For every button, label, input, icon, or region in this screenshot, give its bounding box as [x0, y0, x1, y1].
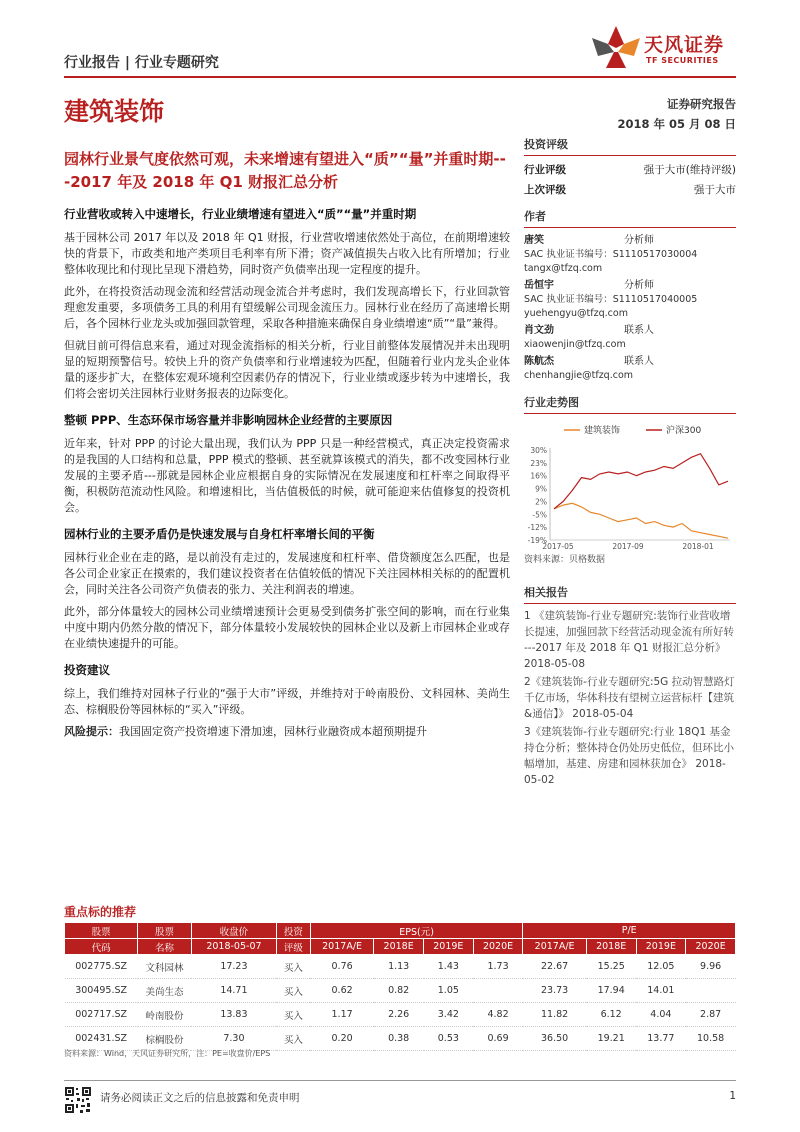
- table-cell: 0.20: [310, 1027, 373, 1051]
- stock-table: [64, 922, 736, 1051]
- table-cell: [686, 979, 736, 1003]
- table-cell: 买入: [276, 1027, 310, 1051]
- table-source: 资料来源：Wind，天风证券研究所，注：PE=收盘价/EPS: [64, 1049, 271, 1058]
- authors-panel: [524, 208, 736, 383]
- table-cell: 11.82: [523, 1003, 586, 1027]
- section-heading: 整顿 PPP、生态环保市场容量并非影响园林企业经营的主要原因: [64, 413, 393, 427]
- author-role: 分析师: [624, 235, 654, 246]
- trend-heading: 行业走势图: [524, 394, 736, 414]
- tf-logo-icon: [590, 22, 642, 72]
- col-header: 2018E: [586, 939, 636, 955]
- related-report-link[interactable]: 1 《建筑装饰-行业专题研究:装饰行业营收增长提速，加强回款下经营活动现金流有所好转 ---2017 年及 2018 年 Q1 财报汇总分析》 2018-05-08: [524, 610, 734, 670]
- col-header: 收盘价: [191, 923, 276, 939]
- author-email[interactable]: yuehengyu@tfzq.com: [524, 308, 628, 319]
- series-line: [554, 454, 728, 509]
- table-cell: 2.87: [686, 1003, 736, 1027]
- col-header: 代码: [65, 939, 138, 955]
- y-tick-label: 16%: [530, 471, 547, 481]
- author-role: 分析师: [624, 280, 654, 291]
- table-cell: [473, 979, 523, 1003]
- x-tick-label: 2017-05: [542, 542, 574, 551]
- author-entry: [524, 279, 736, 321]
- table-cell: 文科园林: [138, 955, 192, 979]
- table-cell: 4.82: [473, 1003, 523, 1027]
- report-category: 行业报告 | 行业专题研究: [64, 55, 219, 71]
- author-cert: SAC 执业证书编号：S1110517030004: [524, 249, 698, 260]
- table-cell: 买入: [276, 979, 310, 1003]
- trend-source: 资料来源：贝格数据: [524, 555, 606, 565]
- related-heading: 相关报告: [524, 584, 736, 604]
- trend-chart: [524, 416, 736, 552]
- author-name: 唐笑: [524, 235, 544, 246]
- table-cell: 0.82: [374, 979, 424, 1003]
- table-cell: 002775.SZ: [65, 955, 138, 979]
- paragraph: 基于园林公司 2017 年以及 2018 年 Q1 财报，行业营收增速依然处于高位，在前期增速较快的背景下，市政类和地产类项目毛利率有所下滑；资产减值损失占收入比有所增加；行业整体收现比和付现比呈现下滑趋势，同时资产负债率出现一定程度的提升。: [64, 231, 510, 276]
- qr-code-icon: [64, 1086, 92, 1114]
- table-header-row: [65, 939, 736, 955]
- table-cell: 0.62: [310, 979, 373, 1003]
- col-header: 名称: [138, 939, 192, 955]
- table-cell: 14.71: [191, 979, 276, 1003]
- table-cell: 002717.SZ: [65, 1003, 138, 1027]
- col-header: 2017A/E: [523, 939, 586, 955]
- risk-note: [64, 724, 510, 740]
- table-cell: 22.67: [523, 955, 586, 979]
- col-header: 2017A/E: [310, 939, 373, 955]
- table-cell: 买入: [276, 1003, 310, 1027]
- table-cell: 19.21: [586, 1027, 636, 1051]
- logo-subtext: TF SECURITIES: [646, 56, 719, 65]
- report-date: 2018 年 05 月 08 日: [617, 117, 736, 131]
- trend-panel: [524, 394, 736, 565]
- table-cell: 买入: [276, 955, 310, 979]
- y-tick-label: 30%: [530, 446, 547, 455]
- table-title: 重点标的推荐: [64, 905, 137, 919]
- logo-text: 天风证券: [644, 34, 725, 56]
- col-header: 投资: [276, 923, 310, 939]
- rating-row: [524, 160, 736, 180]
- table-cell: 0.76: [310, 955, 373, 979]
- table-cell: 1.17: [310, 1003, 373, 1027]
- paragraph: 但就目前可得信息来看，通过对现金流指标的相关分析，行业目前整体发展情况并未出现明显的短期预警信号。较快上升的资产负债率和行业增速较为匹配，但随着行业内龙头企业体量的逐步扩大，在整体宏观环境利空因素仍存的情况下，行业业绩或逐步转为中速增长，我们将会密切关注园林行业财务报表的边际变化。: [64, 339, 510, 400]
- table-cell: 0.53: [424, 1027, 474, 1051]
- col-header-eps: EPS(元): [310, 923, 523, 939]
- report-type: 证券研究报告: [667, 97, 736, 111]
- y-tick-label: 9%: [535, 484, 547, 494]
- table-cell: 0.69: [473, 1027, 523, 1051]
- table-cell: 17.23: [191, 955, 276, 979]
- header-divider: [64, 76, 736, 78]
- col-header: 2020E: [473, 939, 523, 955]
- col-header: 2018E: [374, 939, 424, 955]
- section-heading: 园林行业的主要矛盾仍是快速发展与自身杠杆率增长间的平衡: [64, 527, 375, 541]
- table-cell: 3.42: [424, 1003, 474, 1027]
- author-cert: SAC 执业证书编号：S1110517040005: [524, 294, 698, 305]
- table-cell: 2.26: [374, 1003, 424, 1027]
- author-entry: [524, 234, 736, 276]
- table-cell: 002431.SZ: [65, 1027, 138, 1051]
- col-header: 2019E: [424, 939, 474, 955]
- author-name: 岳恒宇: [524, 280, 554, 291]
- paragraph: 此外，在将投资活动现金流和经营活动现金流合并考虑时，我们发现高增长下，行业回款管理愈发重要，多项债务工具的利用有望缓解公司现金流压力。园林行业在经历了高速增长期后，各个园林行业龙头或加强回款管理，采取各种措施来确保自身业绩增速“质”“量”兼得。: [64, 285, 510, 330]
- table-cell: 23.73: [523, 979, 586, 1003]
- table-cell: 13.83: [191, 1003, 276, 1027]
- table-cell: 1.05: [424, 979, 474, 1003]
- author-role: 联系人: [624, 356, 654, 367]
- section-heading: 行业营收或转入中速增长，行业业绩增速有望进入“质”“量”并重时期: [64, 207, 417, 221]
- table-cell: 14.01: [636, 979, 686, 1003]
- col-header: 2020E: [686, 939, 736, 955]
- x-tick-label: 2018-01: [682, 542, 714, 551]
- paragraph: 近年来，针对 PPP 的讨论大量出现，我们认为 PPP 只是一种经营模式，真正决定投资需求的是我国的人口结构和总量，PPP 模式的整顿、甚至就算该模式的消失，都不改变园林行业发展的主要矛盾---那就是园林企业应根据自身的实际情况在发展速度和杠杆率之间取得平衡，积极防范流动性风险。和增速相比，当估值极低的时候，就可能迎来估值修复的投资机会。: [64, 437, 510, 514]
- col-header-pe: P/E: [523, 923, 736, 939]
- paragraph: 此外，部分体量较大的园林公司业绩增速预计会更易受到债务扩张空间的影响，而在行业集中度中期内仍然分散的情况下，部分体量较小发展较快的园林企业以及新上市园林企业或存在业绩快速提升的可能。: [64, 605, 510, 650]
- table-cell: 300495.SZ: [65, 979, 138, 1003]
- table-cell: 17.94: [586, 979, 636, 1003]
- rating-key: 上次评级: [524, 184, 566, 196]
- table-cell: 9.96: [686, 955, 736, 979]
- table-cell: 15.25: [586, 955, 636, 979]
- table-cell: 13.77: [636, 1027, 686, 1051]
- y-tick-label: -19%: [527, 536, 547, 545]
- rating-heading: 投资评级: [524, 136, 736, 156]
- table-cell: 10.58: [686, 1027, 736, 1051]
- table-cell: 6.12: [586, 1003, 636, 1027]
- table-cell: 0.38: [374, 1027, 424, 1051]
- col-header: 评级: [276, 939, 310, 955]
- table-cell: 7.30: [191, 1027, 276, 1051]
- col-header: 股票: [138, 923, 192, 939]
- author-entry: [524, 355, 736, 383]
- table-cell: 1.73: [473, 955, 523, 979]
- paragraph: 园林行业企业在走的路，是以前没有走过的，发展速度和杠杆率、借贷额度怎么匹配，也是各公司企业家正在摸索的，我们建议投资者在估值较低的情况下关注园林相关标的的配置机会，同时关注各公司资产负债表的张力、关注利润表的增速。: [64, 551, 510, 596]
- related-panel: [524, 584, 736, 790]
- table-cell: 36.50: [523, 1027, 586, 1051]
- risk-text: 我国固定资产投资增速下滑加速，园林行业融资成本超预期提升: [119, 725, 427, 738]
- table-cell: 1.13: [374, 955, 424, 979]
- author-email[interactable]: chenhangjie@tfzq.com: [524, 370, 634, 381]
- series-line: [554, 503, 728, 538]
- table-cell: 12.05: [636, 955, 686, 979]
- authors-heading: 作者: [524, 208, 736, 228]
- table-cell: 1.43: [424, 955, 474, 979]
- y-tick-label: -5%: [532, 510, 547, 520]
- rating-panel: [524, 136, 736, 200]
- table-cell: 美尚生态: [138, 979, 192, 1003]
- table-cell: 棕榈股份: [138, 1027, 192, 1051]
- disclaimer-notice: 请务必阅读正文之后的信息披露和免责申明: [100, 1092, 300, 1104]
- author-name: 肖文劲: [524, 325, 554, 336]
- table-cell: 岭南股份: [138, 1003, 192, 1027]
- footer-divider: [64, 1080, 736, 1081]
- y-tick-label: 23%: [530, 458, 547, 468]
- main-body: [64, 206, 510, 746]
- x-tick-label: 2017-09: [612, 542, 644, 551]
- col-header: 2019E: [636, 939, 686, 955]
- author-email[interactable]: xiaowenjin@tfzq.com: [524, 339, 626, 350]
- risk-label: 风险提示：: [64, 725, 119, 738]
- paragraph: 综上，我们维持对园林子行业的“强于大市”评级，并维持对于岭南股份、文科园林、美尚生态、棕榈股份等园林标的“买入”评级。: [64, 687, 510, 716]
- rating-key: 行业评级: [524, 164, 566, 176]
- related-report-link[interactable]: 3《建筑装饰-行业专题研究:行业 18Q1 基金持仓分析；整体持仓仍处历史低位，但环比小幅增加，基建、房建和园林获加仓》 2018-05-02: [524, 726, 734, 786]
- author-name: 陈航杰: [524, 356, 554, 367]
- section-heading: 投资建议: [64, 663, 110, 677]
- y-tick-label: 2%: [535, 497, 547, 507]
- table-cell: 4.04: [636, 1003, 686, 1027]
- rating-value: 强于大市(维持评级): [643, 164, 736, 176]
- author-role: 联系人: [624, 325, 654, 336]
- page-number: 1: [729, 1090, 736, 1102]
- author-email[interactable]: tangx@tfzq.com: [524, 263, 603, 274]
- report-title: 园林行业景气度依然可观，未来增速有望进入“质”“量”并重时期---2017 年及 2018 年 Q1 财报汇总分析: [64, 150, 506, 191]
- related-report-link[interactable]: 2《建筑装饰-行业专题研究:5G 拉动智慧路灯千亿市场，华体科技有望树立运营标杆【建筑&通信】》 2018-05-04: [524, 676, 735, 720]
- table-header-row: [65, 923, 736, 939]
- col-header: 2018-05-07: [191, 939, 276, 955]
- author-entry: [524, 324, 736, 352]
- rating-row: [524, 180, 736, 200]
- table-row: [65, 1003, 736, 1027]
- sector-title: 建筑装饰: [64, 97, 165, 126]
- table-row: [65, 979, 736, 1003]
- table-row: [65, 955, 736, 979]
- y-tick-label: -12%: [527, 523, 547, 533]
- table-row: [65, 1027, 736, 1051]
- rating-value: 强于大市: [694, 184, 736, 196]
- legend-label: 建筑装饰: [584, 426, 621, 436]
- legend-label: 沪深300: [666, 426, 702, 436]
- col-header: 股票: [65, 923, 138, 939]
